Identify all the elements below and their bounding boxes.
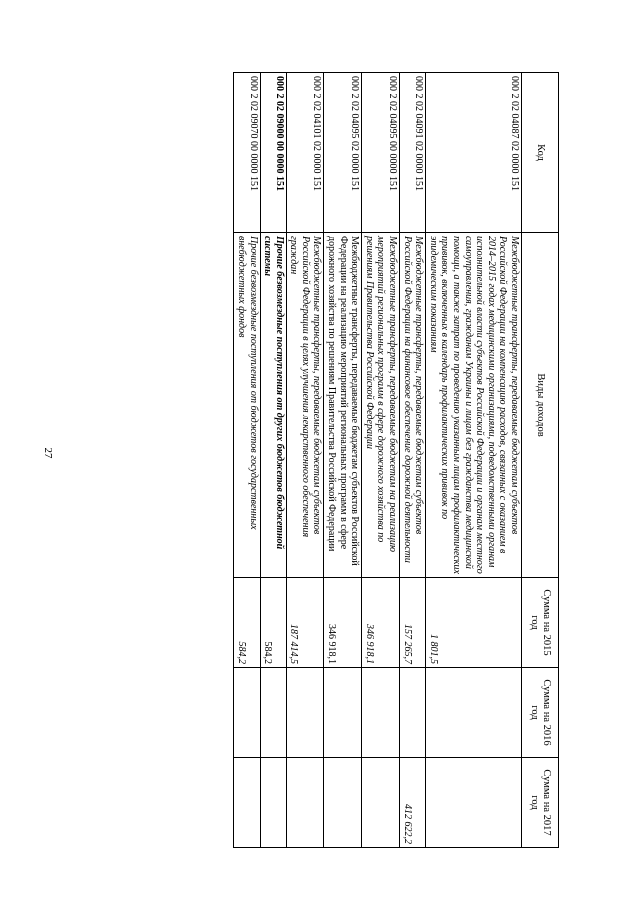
table-row [286, 73, 324, 848]
row-2016 [362, 668, 400, 758]
row-code: 000 2 02 04091 02 0000 151 [400, 73, 426, 233]
table-row [400, 73, 426, 848]
row-code: 000 2 02 09070 00 0000 151 [234, 73, 260, 233]
row-2015: 187 414,5 [286, 578, 324, 668]
row-code: 000 2 02 09000 00 0000 151 [260, 73, 286, 233]
row-name: Межбюджетные трансферты, передаваемые бюджетам субъектов Российской Федерации на финансовое обеспечение дорожной деятельности [400, 233, 426, 578]
row-name: Межбюджетные трансферты, передаваемые бюджетам субъектов Российской Федерации на компенсацию расходов, связанных с оказанием в 2014–2015 годах медицинскими организациями, подведомственными органам исполнительной власти субъектов Российской Федерации и органам местного самоуправления, гражданам Украины и лицам без гражданства медицинской помощи, а также затрат по проведению указанным лицам профилактических прививок, включенных в календарь профилактических прививок по эпидемическим показаниям [426, 233, 522, 578]
row-2015: 346 918,1 [324, 578, 362, 668]
header-2015: Сумма на 2015 год [522, 578, 559, 668]
table-row [362, 73, 400, 848]
page-number: 27 [42, 447, 54, 459]
table-row [234, 73, 260, 848]
row-name: Прочие безвозмездные поступления от бюджетов государственных внебюджетных фондов [234, 233, 260, 578]
row-2016 [286, 668, 324, 758]
header-name: Виды доходов [522, 233, 559, 578]
row-2017 [260, 758, 286, 848]
row-2015: 346 918,1 [362, 578, 400, 668]
row-code: 000 2 02 04087 02 0000 151 [426, 73, 522, 233]
row-name: Межбюджетные трансферты, передаваемые бюджетам субъектов Российской Федерации на реализацию мероприятий региональных программ в сфере дорожного хозяйства по решениям Правительства Российской Федерации [324, 233, 362, 578]
row-2016 [426, 668, 522, 758]
row-name: Межбюджетные трансферты, передаваемые бюджетам субъектов Российской Федерации в целях улучшения лекарственного обеспечения граждан [286, 233, 324, 578]
row-code: 000 2 02 04095 02 0000 151 [324, 73, 362, 233]
row-2015: 1 801,5 [426, 578, 522, 668]
table-row [426, 73, 522, 848]
row-name: Прочие безвозмездные поступления от других бюджетов бюджетной системы [260, 233, 286, 578]
table-row [324, 73, 362, 848]
row-2017 [286, 758, 324, 848]
row-2017 [234, 758, 260, 848]
row-2015: 157 265,7 [400, 578, 426, 668]
row-2015: 584,2 [260, 578, 286, 668]
row-2017 [362, 758, 400, 848]
row-2017 [324, 758, 362, 848]
row-code: 000 2 02 04095 00 0000 151 [362, 73, 400, 233]
table-row [260, 73, 286, 848]
row-2016 [324, 668, 362, 758]
revenue-table [233, 72, 559, 848]
row-2016 [234, 668, 260, 758]
header-2017: Сумма на 2017 год [522, 758, 559, 848]
row-2017: 412 622,2 [400, 758, 426, 848]
row-2016 [260, 668, 286, 758]
rotated-table-container [71, 72, 559, 847]
row-2015: 584,2 [234, 578, 260, 668]
row-code: 000 2 02 04101 02 0000 151 [286, 73, 324, 233]
header-2016: Сумма на 2016 год [522, 668, 559, 758]
row-2016 [400, 668, 426, 758]
row-name: Межбюджетные трансферты, передаваемые бюджетам на реализацию мероприятий региональных программ в сфере дорожного хозяйства по решениям Правительства Российской Федерации [362, 233, 400, 578]
table-header-row [522, 73, 559, 848]
header-code: Код [522, 73, 559, 233]
row-2017 [426, 758, 522, 848]
